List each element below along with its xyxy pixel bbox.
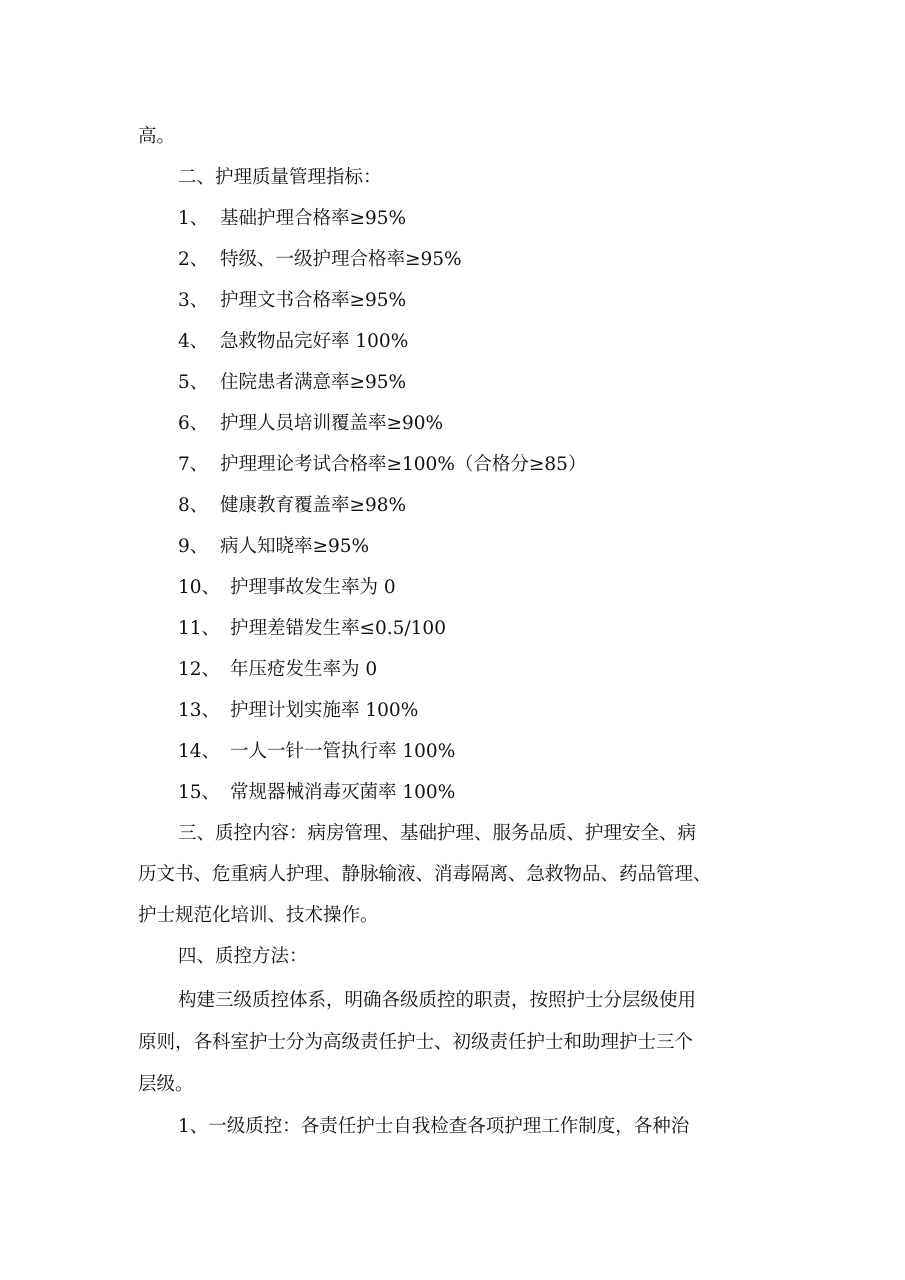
indicator-number: 11、 (178, 618, 221, 639)
indicator-item (178, 567, 396, 608)
indicator-text: 住院患者满意率≥95% (220, 372, 407, 393)
indicator-text: 特级、一级护理合格率≥95% (220, 249, 462, 270)
indicator-text: 护理事故发生率为 0 (230, 577, 396, 598)
indicator-number: 5、 (178, 372, 209, 393)
indicator-item (178, 280, 406, 321)
indicator-number: 8、 (178, 495, 209, 516)
indicator-item (178, 403, 443, 444)
indicator-number: 2、 (178, 249, 209, 270)
indicator-text: 护理计划实施率 100% (230, 700, 419, 721)
section-3-line: 三、质控内容：病房管理、基础护理、服务品质、护理安全、病 (178, 823, 697, 844)
paragraph-tail: 高。 (138, 126, 176, 147)
indicator-item (178, 526, 369, 567)
indicator-text: 病人知晓率≥95% (220, 536, 370, 557)
indicator-item (178, 239, 462, 280)
section-2-heading: 二、护理质量管理指标： (178, 167, 382, 188)
indicator-number: 12、 (178, 659, 221, 680)
indicator-text: 护理文书合格率≥95% (220, 290, 407, 311)
indicator-number: 13、 (178, 700, 221, 721)
indicator-text: 护理理论考试合格率≥100%（合格分≥85） (220, 454, 587, 475)
indicator-number: 3、 (178, 290, 209, 311)
indicator-number: 7、 (178, 454, 209, 475)
indicator-number: 9、 (178, 536, 209, 557)
indicator-item (178, 649, 377, 690)
indicator-number: 4、 (178, 331, 209, 352)
section-3-line: 护士规范化培训、技术操作。 (138, 905, 379, 926)
indicator-item (178, 731, 455, 772)
indicator-text: 常规器械消毒灭菌率 100% (230, 782, 456, 803)
section-4-paragraph-line: 原则，各科室护士分为高级责任护士、初级责任护士和助理护士三个 (138, 1032, 694, 1053)
section-3-line: 历文书、危重病人护理、静脉输液、消毒隔离、急救物品、药品管理、 (138, 864, 712, 885)
indicator-text: 年压疮发生率为 0 (230, 659, 378, 680)
indicator-number: 15、 (178, 782, 221, 803)
indicator-item (178, 690, 418, 731)
indicator-text: 基础护理合格率≥95% (220, 208, 407, 229)
indicator-text: 护理差错发生率≤0.5/100 (230, 618, 446, 639)
indicator-item (178, 321, 408, 362)
indicator-number: 1、 (178, 208, 209, 229)
indicator-item (178, 608, 446, 649)
section-4-heading: 四、质控方法： (178, 946, 308, 967)
indicator-item (178, 444, 586, 485)
indicator-text: 一人一针一管执行率 100% (230, 741, 456, 762)
section-4-paragraph-line: 构建三级质控体系，明确各级质控的职责，按照护士分层级使用 (178, 990, 697, 1011)
section-4-paragraph-line: 层级。 (138, 1074, 194, 1095)
indicator-text: 护理人员培训覆盖率≥90% (220, 413, 444, 434)
indicator-text: 急救物品完好率 100% (220, 331, 409, 352)
indicator-item (178, 362, 406, 403)
level-1-qc-line: 1、一级质控：各责任护士自我检查各项护理工作制度，各种治 (178, 1116, 690, 1137)
indicator-item (178, 198, 406, 239)
indicator-item (178, 772, 455, 813)
indicator-number: 10、 (178, 577, 221, 598)
indicator-number: 14、 (178, 741, 221, 762)
indicator-item (178, 485, 406, 526)
indicator-text: 健康教育覆盖率≥98% (220, 495, 407, 516)
indicator-number: 6、 (178, 413, 209, 434)
